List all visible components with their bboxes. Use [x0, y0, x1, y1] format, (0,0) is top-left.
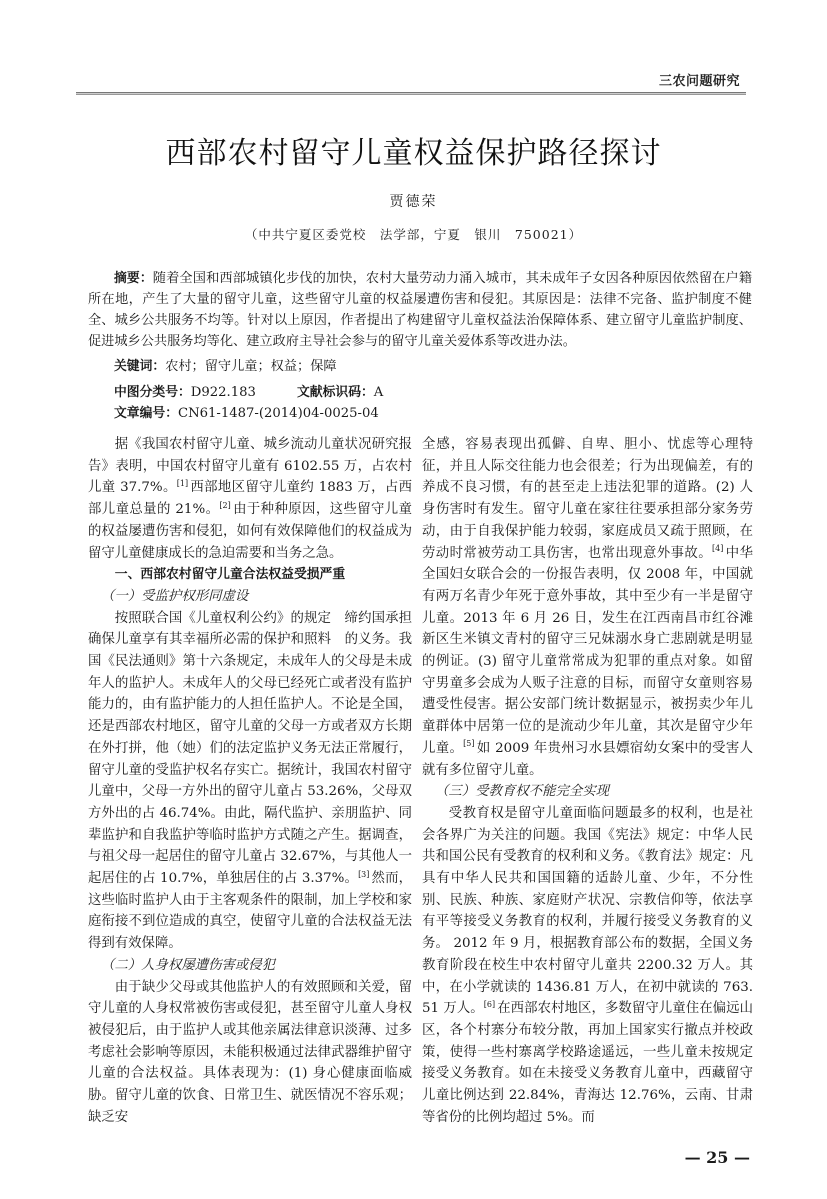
article-no-value: CN61-1487-(2014)04-0025-04 [177, 406, 379, 421]
text: 由于种种原因，这些留守儿童的权益屡遭伤害和侵犯，如何有效保障他们的权益成为留守儿童健康成长的急迫需要和当务之急。 [88, 502, 412, 561]
article-metadata [88, 382, 752, 424]
subsection-heading: （二）人身权屡遭伤害或侵犯 [101, 957, 276, 973]
document-code [297, 382, 450, 403]
keywords [88, 356, 752, 377]
text: 受教育权是留守儿童面临问题最多的权利，也是社会各界广为关注的问题。我国《宪法》规定：中华人民共和国公民有受教育的权利和义务。《教育法》规定：凡具有中华人民共和国国籍的适龄儿童、少年，不分性别、民族、种族、家庭财产状况、宗教信仰等，依法享有平等接受义务教育的权利，并履行接受义务教育的义务。 2012 年 9 月，根据教育部公布的数据，全国义务教育阶段在校生中农村留守儿童共 2200.32 万人。其中，在小学就读的 1436.81 万人，在初中就读的 763.51 万人。 [422, 805, 753, 1017]
article-number [114, 403, 379, 424]
text: 如 2009 年贵州习水县嫖宿幼女案中的受害人就有多位留守儿童。 [422, 740, 754, 778]
paragraph [88, 608, 412, 955]
article-title: 西部农村留守儿童权益保护路径探讨 [165, 136, 662, 171]
body-column-left [88, 434, 412, 1129]
text: 在西部农村地区，多数留守儿童住在偏远山区，各个村寨分布较分散，再加上国家实行撤点并校政策，使得一些村寨离学校路途遥远，一些儿童未按规定接受义务教育。如在未接受义务教育儿童中，西藏留守儿童比例达到 22.84%，青海达 12.76%，云南、甘肃等省份的比例均超过 5%。而 [422, 1001, 754, 1125]
citation[interactable]: [3] [358, 869, 370, 879]
section-heading: 一、西部农村留守儿童合法权益受损严重 [114, 567, 346, 583]
keywords-label: 关键词： [114, 359, 166, 374]
abstract [88, 268, 752, 352]
article-no-label: 文章编号： [114, 406, 178, 421]
clc-value: D922.183 [190, 385, 256, 400]
citation[interactable]: [4] [712, 544, 724, 554]
body-columns [88, 434, 753, 1129]
doc-code-label: 文献标识码： [297, 385, 374, 400]
paragraph [88, 434, 412, 564]
text: 中华全国妇女联合会的一份报告表明，仅 2008 年，中国就有两万名青少年死于意外事故，其中至少有一半是留守儿童。2013 年 6 月 26 日，发生在江西南昌市红谷滩新区生米镇文青村的留守三兄妹溺水身亡悲剧就是明显的例证。(3) 留守儿童常常成为犯罪的重点对象。如留守男童多会成为人贩子注意的目标，而留守女童则容易遭受性侵害。据公安部门统计数据显示，被拐卖少年儿童群体中居第一位的是流动少年儿童，其次是留守少年儿童。 [422, 545, 754, 756]
text: 然而，这些临时监护人由于主客观条件的限制，加上学校和家庭衔接不到位造成的真空，使留守儿童的合法权益无法得到有效保障。 [88, 871, 412, 952]
clc-label: 中图分类号： [114, 385, 191, 400]
body-column-right [422, 434, 753, 1129]
subsection-heading: （三）受教育权不能完全实现 [435, 784, 610, 800]
paragraph [422, 434, 753, 781]
citation[interactable]: [1] [176, 478, 189, 488]
doc-code-value: A [373, 385, 384, 400]
author-affiliation: （中共宁夏区委党校 法学部，宁夏 银川 750021） [244, 227, 583, 242]
article-author: 贾德荣 [389, 194, 438, 210]
keywords-text: 农村；留守儿童；权益；保障 [165, 359, 337, 374]
clc-number [114, 382, 257, 403]
paragraph [422, 803, 753, 1129]
citation[interactable]: [6] [483, 999, 496, 1009]
header-rule [76, 92, 746, 95]
paragraph: 由于缺少父母或其他监护人的有效照顾和关爱，留守儿童的人身权常被伤害或侵犯，甚至留守儿童人身权被侵犯后，由于监护人或其他亲属法律意识淡薄、过多考虑社会影响等原因，未能积极通过法律武器维护留守儿童的合法权益。具体表现为：(1) 身心健康面临威胁。留守儿童的饮食、日常卫生、就医情况不容乐观；缺乏安 [88, 979, 412, 1125]
text: 西部地区留守儿童约 1883 万，占西部儿童总量的 21%。 [88, 480, 413, 518]
text: 全感，容易表现出孤僻、自卑、胆小、忧虑等心理特征，并且人际交往能力也会很差；行为出现偏差，有的养成不良习惯，有的甚至走上违法犯罪的道路。(2) 人身伤害时有发生。留守儿童在家往往要承担部分家务劳动，由于自我保护能力较弱，家庭成员又疏于照顾，在劳动时常被劳动工具伤害，也常出现意外事故。 [422, 437, 753, 561]
running-header [76, 74, 746, 96]
text: 按照联合国《儿童权利公约》的规定 缔约国承担确保儿童享有其幸福所必需的保护和照料 的义务。我国《民法通则》第十六条规定，未成年人的父母是未成年人的监护人。未成年人的父母已经死亡或者没有监护能力的，由有监护能力的人担任监护人。不论是全国，还是西部农村地区，留守儿童的父母一方或者双方长期在外打拼，他（她）们的法定监护义务无法正常履行，留守儿童的受监护权名存实亡。据统计，我国农村留守儿童中，父母一方外出的留守儿童占 53.26%，父母双方外出的占 46.74%。由此，隔代监护、亲朋监护、同辈监护和自我监护等临时监护方式随之产生。据调查，与祖父母一起居住的留守儿童占 32.67%，与其他人一起居住的占 10.7%，单独居住的占 3.37%。 [88, 610, 412, 887]
text: 据《我国农村留守儿童、城乡流动儿童状况研究报告》表明，中国农村留守儿童有 6102.55 万，占农村儿童 37.7%。 [88, 437, 412, 496]
abstract-label: 摘要： [114, 271, 153, 286]
journal-section-label: 三农问题研究 [658, 74, 740, 89]
citation[interactable]: [2] [219, 500, 231, 510]
abstract-text: 随着全国和西部城镇化步伐的加快，农村大量劳动力涌入城市，其未成年子女因各种原因依然留在户籍所在地，产生了大量的留守儿童，这些留守儿童的权益屡遭伤害和侵犯。其原因是：法律不完备、监护制度不健全、城乡公共服务不均等。针对以上原因，作者提出了构建留守儿童权益法治保障体系、建立留守儿童监护制度、促进城乡公共服务均等化、建立政府主导社会参与的留守儿童关爱体系等改进办法。 [88, 271, 753, 349]
citation[interactable]: [5] [463, 739, 475, 749]
page-footer [88, 1147, 752, 1169]
subsection-heading: （一）受监护权形同虚设 [101, 588, 249, 604]
page-number: — 25 — [684, 1147, 750, 1167]
